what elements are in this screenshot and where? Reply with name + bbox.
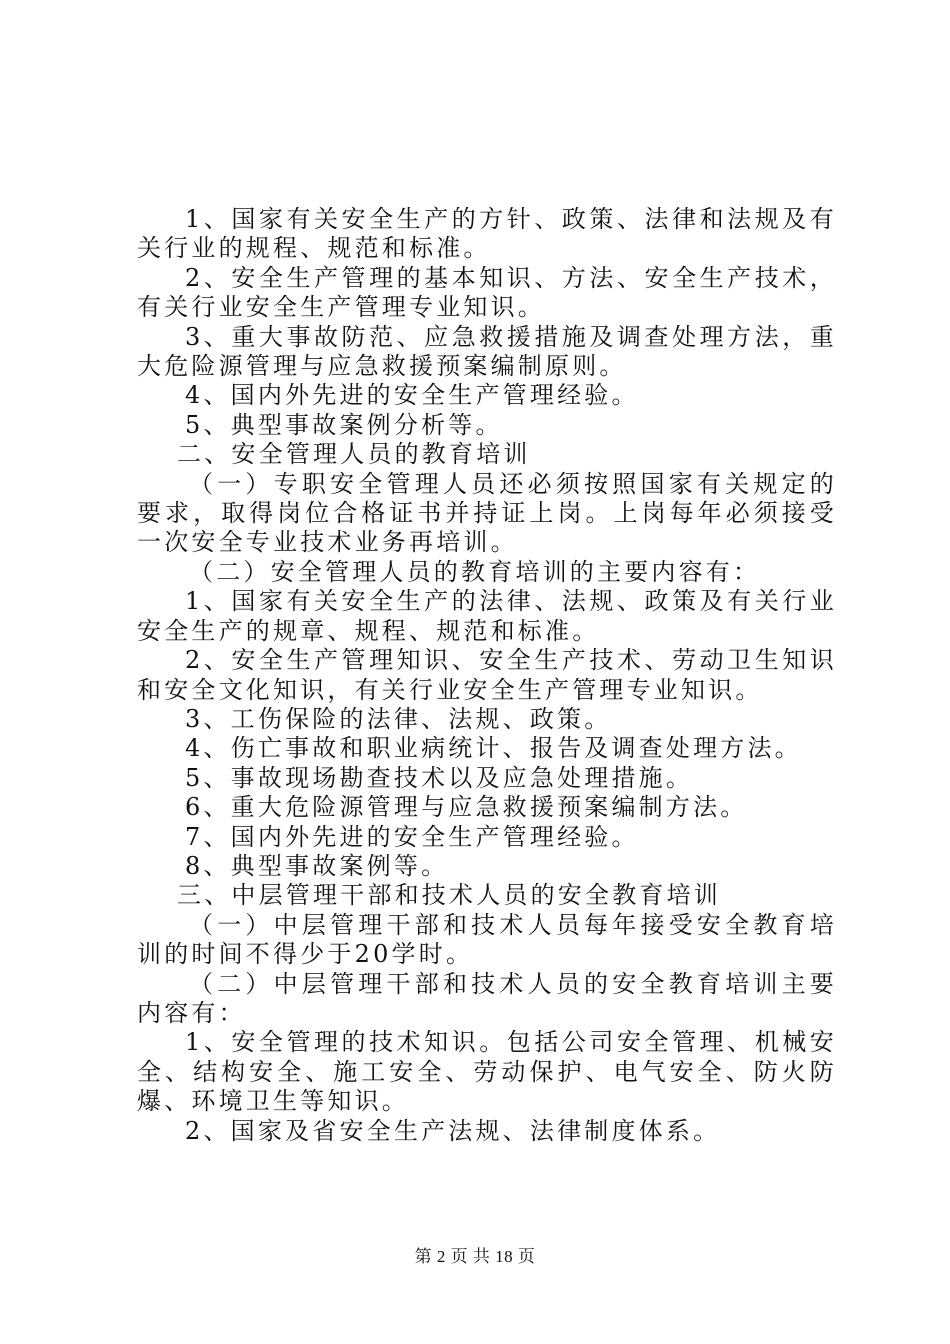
list-item: 5、典型事故案例分析等。 [185,410,503,439]
section-heading: 三、中层管理干部和技术人员的安全教育培训 [177,881,721,910]
sub-section-paragraph: （一）专职安全管理人员还必须按照国家有关规定的要求，取得岗位合格证书并持证上岗。上岗每年必须接受一次安全专业技术业务再培训。 [137,469,837,557]
list-item: 1、国家有关安全生产的法律、法规、政策及有关行业安全生产的规章、规程、规范和标准。 [137,587,837,645]
list-item: 4、伤亡事故和职业病统计、报告及调查处理方法。 [185,734,802,763]
sub-section-paragraph: （一）中层管理干部和技术人员每年接受安全教育培训的时间不得少于20学时。 [137,910,837,969]
list-item: 2、国家及省安全生产法规、法律制度体系。 [185,1116,721,1145]
list-item: 2、安全生产管理知识、安全生产技术、劳动卫生知识和安全文化知识，有关行业安全生产管理专业知识。 [137,646,837,704]
sub-section-heading: （二）安全管理人员的教育培训的主要内容有： [189,557,761,586]
list-item: 1、国家有关安全生产的方针、政策、法律和法规及有关行业的规程、规范和标准。 [137,205,837,263]
list-item: 3、重大事故防范、应急救援措施及调查处理方法，重大危险源管理与应急救援预案编制原则。 [137,322,837,381]
list-item: 1、安全管理的技术知识。包括公司安全管理、机械安全、结构安全、施工安全、劳动保护、电气安全、防火防爆、环境卫生等知识。 [137,1028,837,1116]
list-item: 5、事故现场勘查技术以及应急处理措施。 [185,763,694,792]
list-item: 4、国内外先进的安全生产管理经验。 [185,381,639,410]
list-item: 3、工伤保险的法律、法规、政策。 [185,704,612,733]
document-body [137,205,837,1146]
list-item: 7、国内外先进的安全生产管理经验。 [185,822,639,851]
list-item: 2、安全生产管理的基本知识、方法、安全生产技术，有关行业安全生产管理专业知识。 [137,263,837,322]
section-heading: 二、安全管理人员的教育培训 [177,440,531,469]
page-number-footer: 第 2 页 共 18 页 [414,1247,536,1266]
sub-section-heading: （二）中层管理干部和技术人员的安全教育培训主要内容有： [137,969,837,1027]
list-item: 8、典型事故案例等。 [185,851,449,880]
list-item: 6、重大危险源管理与应急救援预案编制方法。 [185,793,748,822]
